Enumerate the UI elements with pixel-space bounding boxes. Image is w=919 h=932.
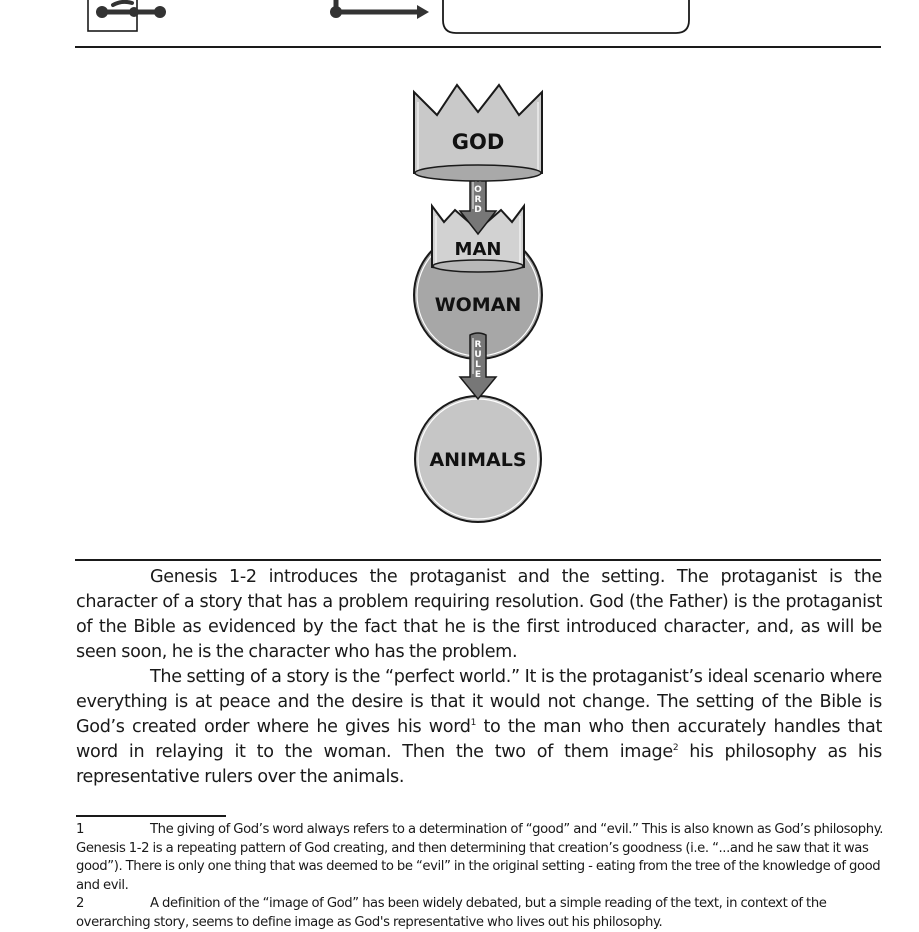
footnote (76, 821, 884, 895)
rule-arrow-letter: R (474, 340, 482, 350)
man-label: MAN (454, 239, 502, 260)
animals-label: ANIMALS (429, 449, 527, 471)
word-arrow-letter: O (474, 185, 482, 195)
footnote-text: The giving of God’s word always refers to a determination of “good” and “evil.” This is also known as God’s philosophy. Genesis 1-2 is a repeating pattern of God creating, and then determining that creation’s goodness (i.e. “...and he saw that it was good”). There is only one thing that was deemed to be “evil” in the original setting - eating from the tree of the knowledge of good and evil. (76, 822, 884, 893)
fragment-node-1 (96, 6, 108, 18)
body-text (76, 565, 882, 790)
fragment-node-2 (129, 7, 139, 17)
footnote-number: 2 (76, 896, 84, 911)
footnote-ref[interactable]: 2 (672, 743, 679, 753)
fragment-rounded-box (443, 0, 689, 33)
fragment-arrow-head (417, 5, 429, 19)
footnote-ref[interactable]: 1 (470, 718, 477, 728)
god-label: GOD (451, 130, 505, 154)
woman-label: WOMAN (434, 294, 522, 316)
footnote-text: A definition of the “image of God” has been widely debated, but a simple reading of the text, in context of the overarching story, seems to define image as God's representative who lives out his philosophy. (76, 896, 827, 930)
footnote (76, 895, 884, 932)
rule-arrow-letter: L (475, 360, 481, 370)
footnotes (76, 821, 884, 932)
fragment-node-3 (154, 6, 166, 18)
paragraph: The setting of a story is the “perfect world.” It is the protaganist’s ideal scenario where everything is at peace and the desire is that it would not change. The setting of the Bible is God’s created order where he gives his word$^1$ to the man who then accurately handles that word in relaying it to the woman. Then the two of them image$^2$ his philosophy as his representative rulers over the animals. (76, 667, 882, 787)
word-arrow-letter: D (474, 205, 482, 215)
rule-arrow-letter: E (474, 370, 482, 380)
top-divider (75, 46, 881, 48)
fragment-arrow-node (330, 6, 342, 18)
word-arrow-letter: R (474, 195, 482, 205)
footnote-separator (76, 815, 226, 817)
fragment-curve (113, 2, 132, 5)
rule-arrow-letter: U (474, 350, 482, 360)
god-man-woman-animals-diagram (400, 70, 560, 540)
footnote-number: 1 (76, 822, 84, 837)
section-divider (75, 559, 881, 561)
previous-diagram-fragment (0, 0, 919, 48)
paragraph: Genesis 1-2 introduces the protaganist and the setting. The protaganist is the character of a story that has a problem requiring resolution. God (the Father) is the protaganist of the Bible as evidenced by the fact that he is the first introduced character, and, as will be seen soon, he is the character who has the problem. (76, 567, 882, 662)
